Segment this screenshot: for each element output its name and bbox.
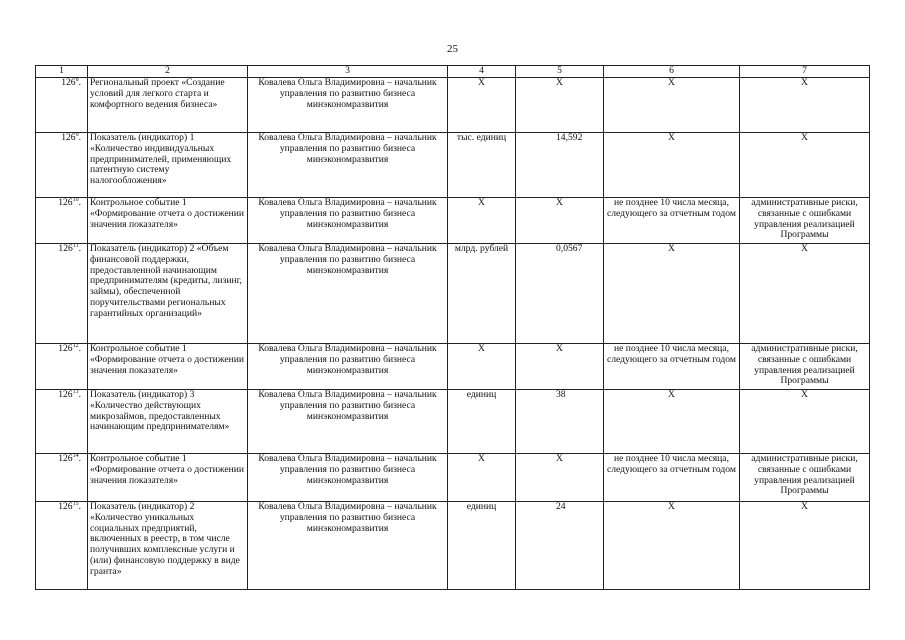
row-number: $126^{10}$. <box>36 198 88 244</box>
deadline-cell: X <box>604 78 740 133</box>
event-name: Показатель (индикатор) 2 «Количество уникальных социальных предприятий, включенных в реестр, в том числе получивших комплексные услуги и (или) финансовую поддержку в виде гранта» <box>88 502 248 590</box>
value-cell: X <box>516 344 604 390</box>
responsible-person: Ковалева Ольга Владимировна – начальник управления по развитию бизнеса минэкономразвития <box>248 78 448 133</box>
table-row <box>36 390 870 454</box>
responsible-person: Ковалева Ольга Владимировна – начальник управления по развитию бизнеса минэкономразвития <box>248 454 448 502</box>
event-name: Контрольное событие 1 «Формирование отчета о достижении значения показателя» <box>88 454 248 502</box>
table-row <box>36 454 870 502</box>
value-cell: X <box>516 454 604 502</box>
row-number: $126^8$. <box>36 78 88 133</box>
unit-cell: X <box>448 344 516 390</box>
deadline-cell: не позднее 10 числа месяца, следующего за отчетным годом <box>604 198 740 244</box>
unit-cell: X <box>448 198 516 244</box>
unit-cell: млрд. рублей <box>448 244 516 344</box>
table-row <box>36 502 870 590</box>
event-name: Показатель (индикатор) 2 «Объем финансовой поддержки, предоставленной начинающим предпринимателям (кредиты, лизинг, займы), обеспеченной поручительствами региональных гарантийных организаций» <box>88 244 248 344</box>
value-cell: X <box>516 198 604 244</box>
header-cell: 6 <box>604 66 740 78</box>
unit-cell: X <box>448 454 516 502</box>
deadline-cell: не позднее 10 числа месяца, следующего за отчетным годом <box>604 454 740 502</box>
risk-cell: X <box>740 390 870 454</box>
event-name: Контрольное событие 1 «Формирование отчета о достижении значения показателя» <box>88 344 248 390</box>
value-cell: 0,0567 <box>516 244 604 344</box>
value-cell: 14,592 <box>516 133 604 198</box>
header-cell: 7 <box>740 66 870 78</box>
value-cell: 24 <box>516 502 604 590</box>
risk-cell: X <box>740 133 870 198</box>
table-row <box>36 344 870 390</box>
unit-cell: тыс. единиц <box>448 133 516 198</box>
event-name: Показатель (индикатор) 1 «Количество индивидуальных предпринимателей, применяющих патентную систему налогообложения» <box>88 133 248 198</box>
row-number: $126^9$. <box>36 133 88 198</box>
page-number: 25 <box>447 43 458 55</box>
deadline-cell: X <box>604 133 740 198</box>
responsible-person: Ковалева Ольга Владимировна – начальник управления по развитию бизнеса минэкономразвития <box>248 133 448 198</box>
responsible-person: Ковалева Ольга Владимировна – начальник управления по развитию бизнеса минэкономразвития <box>248 244 448 344</box>
row-number: $126^{11}$. <box>36 244 88 344</box>
risk-cell: X <box>740 78 870 133</box>
risk-cell: административные риски, связанные с ошибками управления реализацией Программы <box>740 198 870 244</box>
table-row <box>36 198 870 244</box>
deadline-cell: не позднее 10 числа месяца, следующего за отчетным годом <box>604 344 740 390</box>
header-cell: 4 <box>448 66 516 78</box>
row-number: $126^{13}$. <box>36 390 88 454</box>
header-cell: 3 <box>248 66 448 78</box>
event-name: Региональный проект «Создание условий для легкого старта и комфортного ведения бизнеса» <box>88 78 248 133</box>
header-row <box>36 66 870 78</box>
responsible-person: Ковалева Ольга Владимировна – начальник управления по развитию бизнеса минэкономразвития <box>248 502 448 590</box>
row-number: $126^{15}$. <box>36 502 88 590</box>
responsible-person: Ковалева Ольга Владимировна – начальник управления по развитию бизнеса минэкономразвития <box>248 344 448 390</box>
responsible-person: Ковалева Ольга Владимировна – начальник управления по развитию бизнеса минэкономразвития <box>248 390 448 454</box>
header-cell: 2 <box>88 66 248 78</box>
table-row <box>36 133 870 198</box>
header-cell: 1 <box>36 66 88 78</box>
responsible-person: Ковалева Ольга Владимировна – начальник управления по развитию бизнеса минэкономразвития <box>248 198 448 244</box>
table-row <box>36 78 870 133</box>
table-row <box>36 244 870 344</box>
unit-cell: X <box>448 78 516 133</box>
unit-cell: единиц <box>448 390 516 454</box>
deadline-cell: X <box>604 244 740 344</box>
value-cell: 38 <box>516 390 604 454</box>
risk-cell: X <box>740 502 870 590</box>
deadline-cell: X <box>604 502 740 590</box>
risk-cell: административные риски, связанные с ошибками управления реализацией Программы <box>740 454 870 502</box>
event-name: Контрольное событие 1 «Формирование отчета о достижении значения показателя» <box>88 198 248 244</box>
value-cell: X <box>516 78 604 133</box>
deadline-cell: X <box>604 390 740 454</box>
risk-cell: X <box>740 244 870 344</box>
event-name: Показатель (индикатор) 3 «Количество действующих микрозаймов, предоставленных начинающим предпринимателям» <box>88 390 248 454</box>
unit-cell: единиц <box>448 502 516 590</box>
header-cell: 5 <box>516 66 604 78</box>
program-table <box>35 65 870 590</box>
row-number: $126^{12}$. <box>36 344 88 390</box>
row-number: $126^{14}$. <box>36 454 88 502</box>
risk-cell: административные риски, связанные с ошибками управления реализацией Программы <box>740 344 870 390</box>
